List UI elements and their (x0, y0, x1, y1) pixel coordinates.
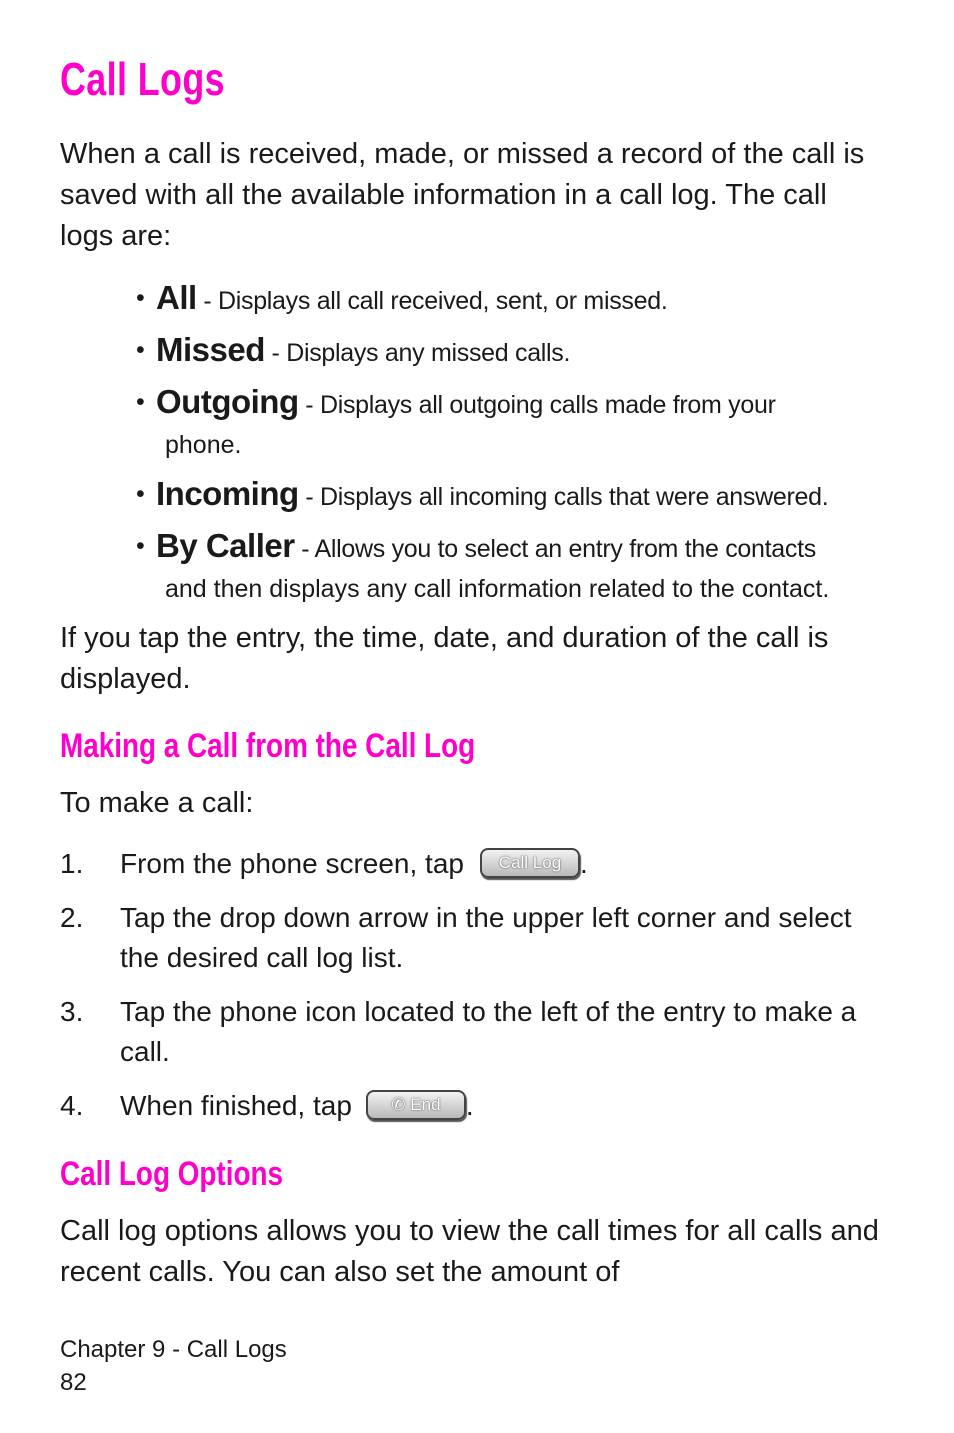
chapter-label: Chapter 9 - Call Logs (60, 1336, 287, 1363)
section-heading-call-log-options: Call Log Options (60, 1155, 284, 1193)
options-paragraph: Call log options allows you to view the call times for all calls and recent calls. You can also set the amount of (60, 1215, 879, 1288)
call-log-types-list (136, 277, 926, 617)
end-button-image: ✆ End (366, 1090, 466, 1120)
list-item: • Outgoing - Displays all outgoing calls made from your phone. (136, 383, 776, 459)
call-log-button-image: Call Log (480, 848, 580, 878)
list-item: 2. Tap the drop down arrow in the upper left corner and select the desired call log list. (60, 902, 852, 973)
list-item: • All - Displays all call received, sent, or missed. (136, 279, 668, 316)
list-item: • Incoming - Displays all incoming calls that were answered. (136, 475, 829, 512)
list-item: 3. Tap the phone icon located to the left of the entry to make a call. (60, 996, 857, 1067)
steps-lead: To make a call: (60, 787, 254, 819)
phone-handset-icon: ✆ (391, 1094, 406, 1114)
section-heading-making-call: Making a Call from the Call Log (60, 727, 476, 765)
page-title: Call Logs (60, 53, 225, 105)
intro-paragraph: When a call is received, made, or missed a record of the call is saved with all the available information in a call log. The call logs are: (60, 138, 865, 252)
list-item: • By Caller - Allows you to select an entry from the contacts and then displays any call information related to the contact. (136, 527, 830, 603)
steps-list (60, 844, 880, 1126)
details-paragraph: If you tap the entry, the time, date, and duration of the call is displayed. (60, 622, 829, 695)
list-item: • Missed - Displays any missed calls. (136, 331, 571, 368)
page-footer (60, 1333, 287, 1399)
list-item: 1. From the phone screen, tap Call Log . (60, 848, 588, 879)
page-number: 82 (60, 1369, 87, 1396)
list-item: 4. When finished, tap ✆ End . (60, 1090, 474, 1121)
